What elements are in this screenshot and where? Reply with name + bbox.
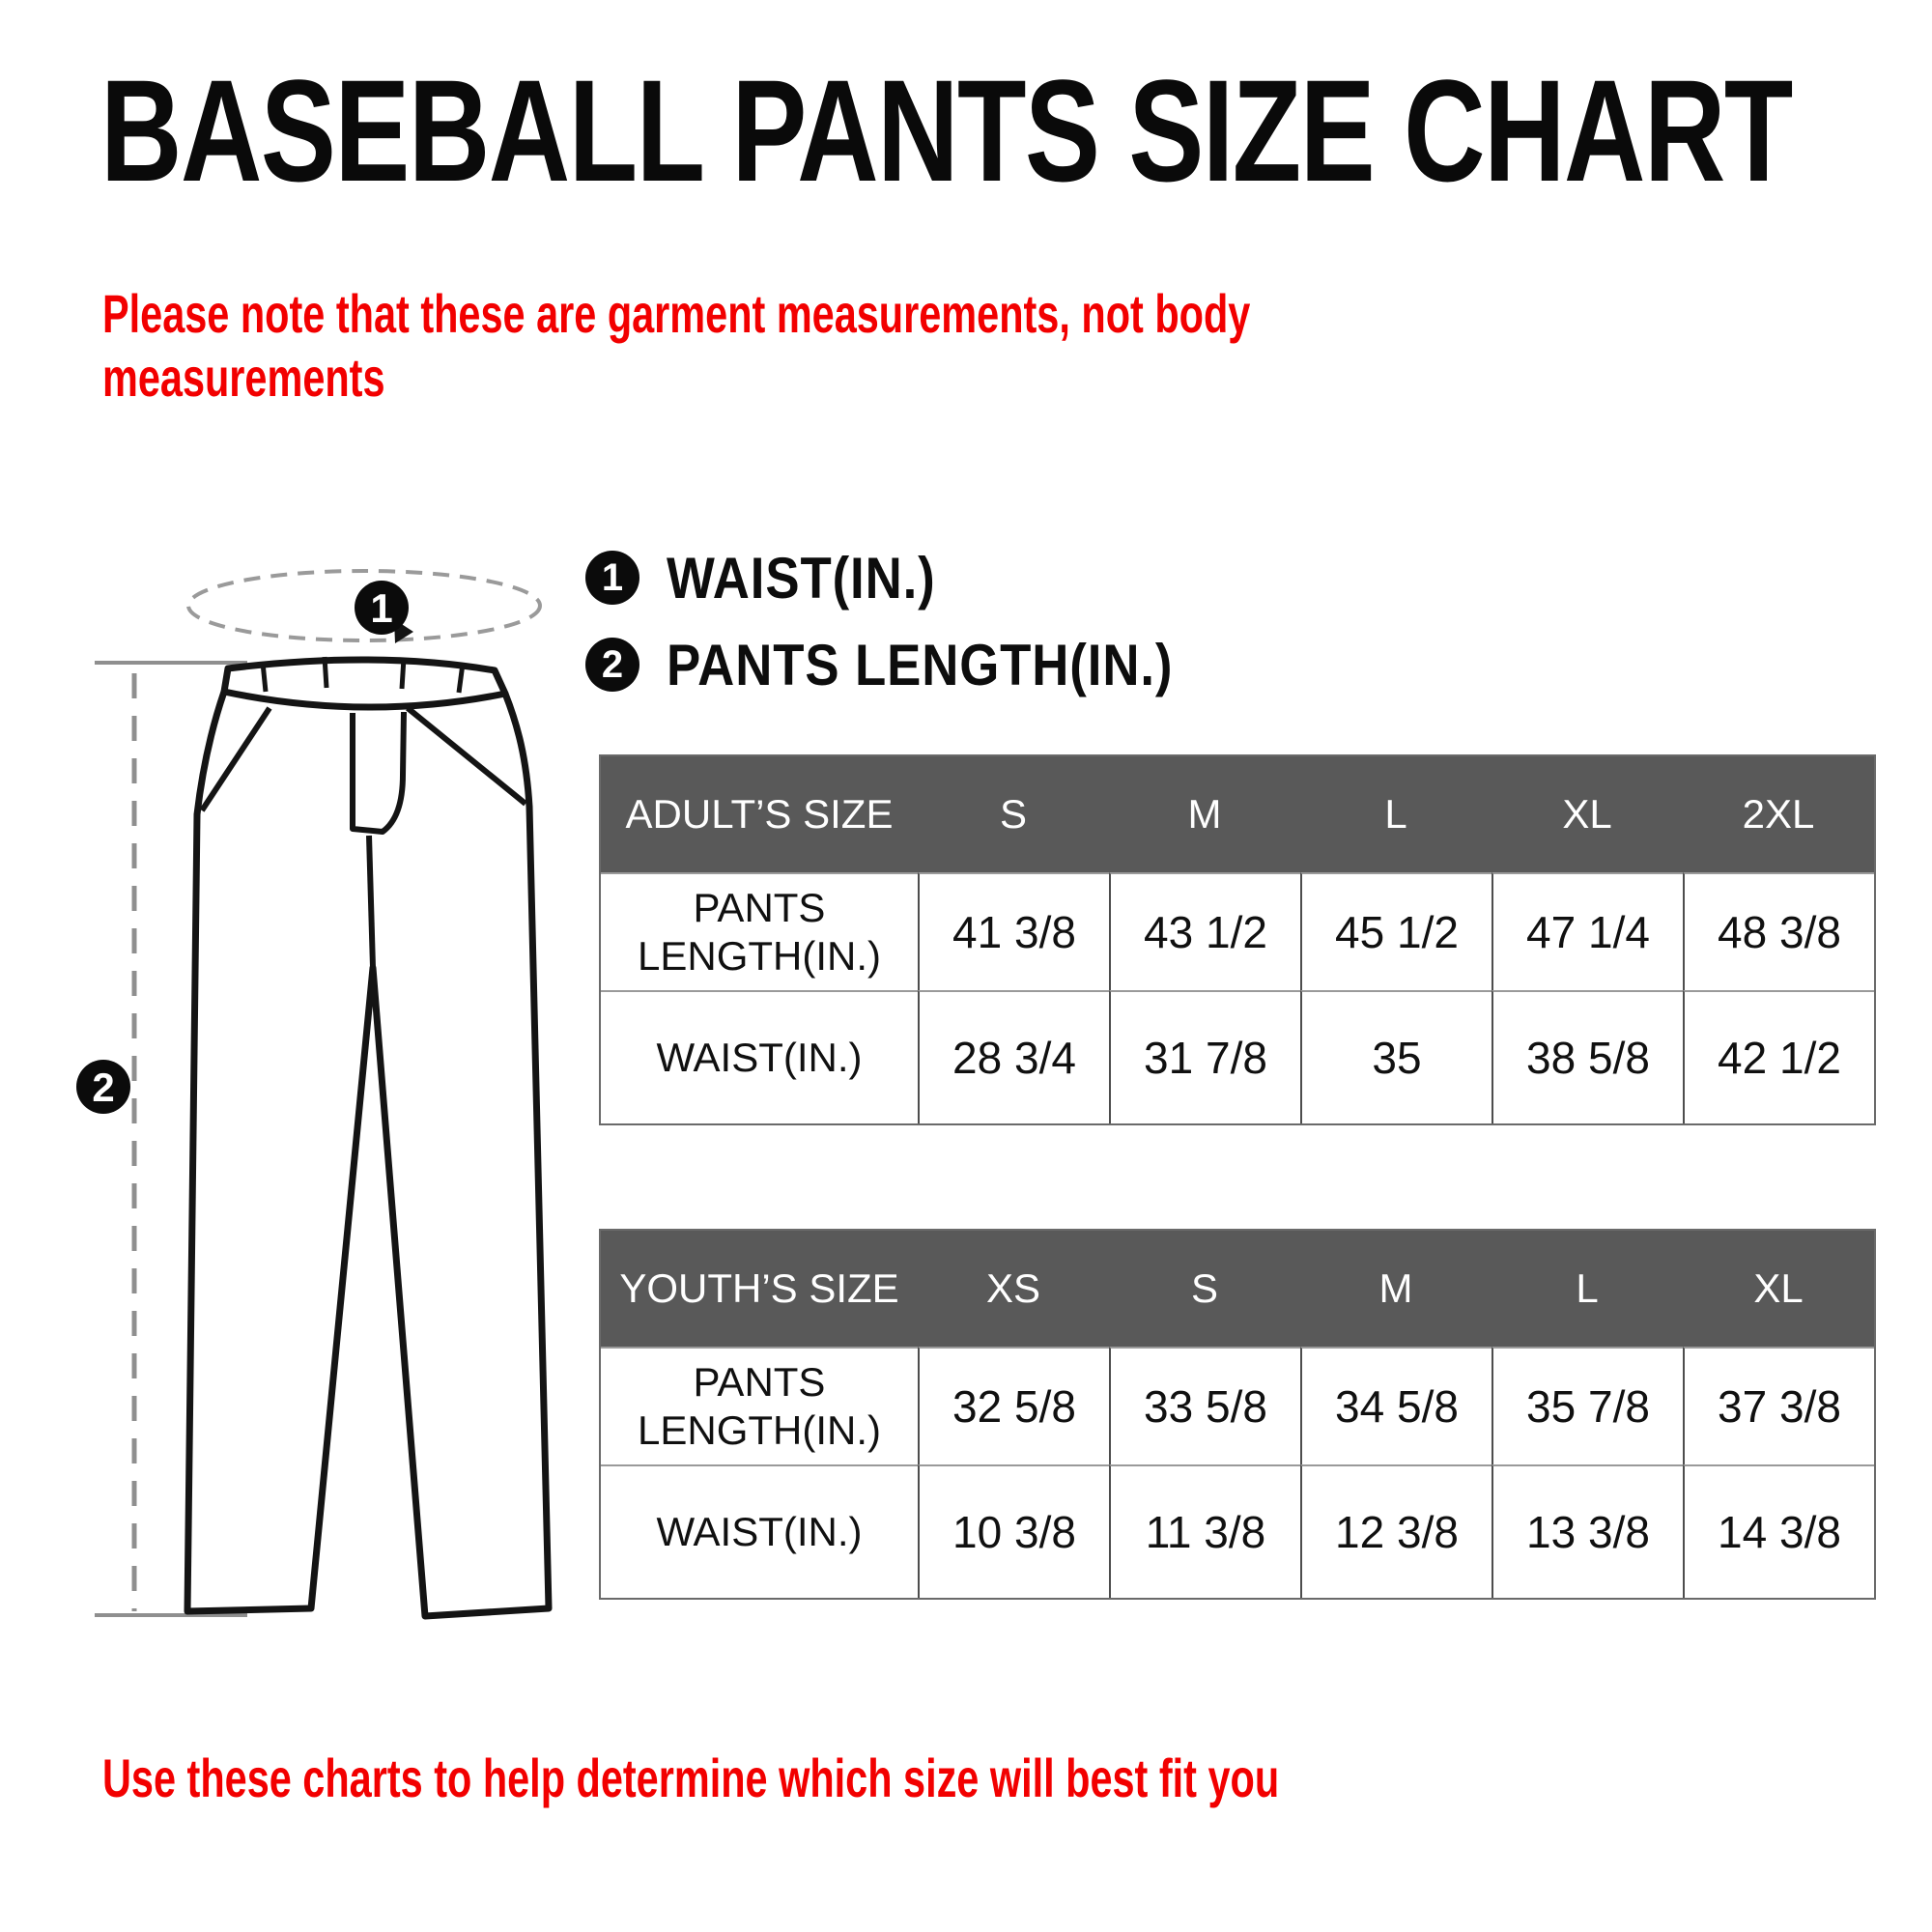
adult-pants-length-m: 43 1/2 — [1109, 872, 1300, 990]
youth-waist-l: 13 3/8 — [1492, 1464, 1683, 1598]
youth-col-xl: XL — [1683, 1231, 1874, 1347]
adult-pants-length-xl: 47 1/4 — [1492, 872, 1683, 990]
pants-drawing — [58, 536, 618, 1657]
adult-col-2xl: 2XL — [1683, 756, 1874, 872]
legend-waist-label: WAIST(IN.) — [667, 545, 936, 611]
youth-col-m: M — [1300, 1231, 1492, 1347]
youth-waist-label: WAIST(IN.) — [601, 1464, 918, 1598]
footer-note: Use these charts to help determine which size will best fit you — [102, 1747, 1280, 1808]
adult-waist-xl: 38 5/8 — [1492, 990, 1683, 1123]
pants-illustration — [58, 536, 618, 1657]
youth-waist-s: 11 3/8 — [1109, 1464, 1300, 1598]
badge-1-icon: 1 — [585, 551, 639, 605]
legend-waist — [585, 545, 973, 611]
length-badge-number: 2 — [92, 1065, 115, 1110]
youth-pants-length-label: PANTS LENGTH(IN.) — [601, 1347, 918, 1464]
youth-pants-length-xl: 37 3/8 — [1683, 1347, 1874, 1464]
adult-waist-l: 35 — [1300, 990, 1492, 1123]
youth-waist-xl: 14 3/8 — [1683, 1464, 1874, 1598]
youth-size-header: YOUTH’S SIZE — [601, 1231, 918, 1347]
adult-size-table — [599, 754, 1876, 1125]
note-line-2: measurements — [102, 347, 385, 408]
youth-pants-length-m: 34 5/8 — [1300, 1347, 1492, 1464]
waist-badge-number: 1 — [370, 585, 393, 631]
youth-waist-xs: 10 3/8 — [918, 1464, 1109, 1598]
waist-badge — [355, 581, 409, 635]
adult-pants-length-l: 45 1/2 — [1300, 872, 1492, 990]
pants-fly — [353, 712, 404, 832]
adult-col-xl: XL — [1492, 756, 1683, 872]
adult-size-header: ADULT’S SIZE — [601, 756, 918, 872]
badge-2-icon: 2 — [585, 638, 639, 692]
youth-waist-m: 12 3/8 — [1300, 1464, 1492, 1598]
adult-col-m: M — [1109, 756, 1300, 872]
youth-col-l: L — [1492, 1231, 1683, 1347]
adult-pants-length-label: PANTS LENGTH(IN.) — [601, 872, 918, 990]
adult-col-l: L — [1300, 756, 1492, 872]
youth-col-xs: XS — [918, 1231, 1109, 1347]
youth-col-s: S — [1109, 1231, 1300, 1347]
length-badge — [76, 1060, 130, 1114]
youth-pants-length-l: 35 7/8 — [1492, 1347, 1683, 1464]
legend-pants-length-label: PANTS LENGTH(IN.) — [667, 632, 1174, 697]
garment-measurement-note — [102, 282, 1250, 410]
adult-waist-label: WAIST(IN.) — [601, 990, 918, 1123]
legend-pants-length — [585, 632, 1242, 697]
adult-pants-length-2xl: 48 3/8 — [1683, 872, 1874, 990]
adult-pants-length-s: 41 3/8 — [918, 872, 1109, 990]
youth-size-table — [599, 1229, 1876, 1600]
note-line-1: Please note that these are garment measurements, not body — [102, 283, 1251, 344]
adult-col-s: S — [918, 756, 1109, 872]
youth-pants-length-s: 33 5/8 — [1109, 1347, 1300, 1464]
adult-waist-s: 28 3/4 — [918, 990, 1109, 1123]
page-title: BASEBALL PANTS SIZE CHART — [100, 49, 1792, 212]
crotch-seam — [369, 836, 373, 968]
adult-waist-2xl: 42 1/2 — [1683, 990, 1874, 1123]
right-pocket-seam — [408, 708, 526, 804]
youth-pants-length-xs: 32 5/8 — [918, 1347, 1109, 1464]
adult-waist-m: 31 7/8 — [1109, 990, 1300, 1123]
